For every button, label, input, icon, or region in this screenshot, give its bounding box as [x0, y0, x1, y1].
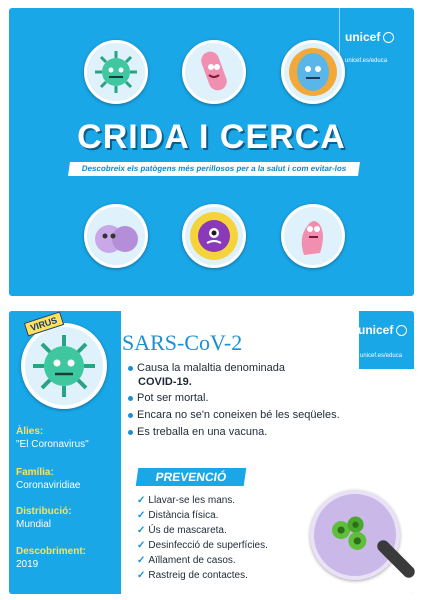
cover-card: [9, 8, 414, 296]
detail-value: Mundial: [16, 519, 52, 530]
magnifier-lens-icon: [310, 490, 400, 580]
detail-value: Coronaviridiae: [16, 480, 81, 491]
fact-item: [128, 392, 209, 404]
prevention-text: Rastreig de contactes.: [148, 570, 248, 581]
check-icon: ✓: [137, 540, 146, 551]
cover-subtitle: Descobreix els patògens més perillosos per a la salut i com evitar-los: [68, 162, 360, 176]
pathogen-name: SARS-CoV-2: [122, 330, 243, 355]
check-icon: ✓: [137, 570, 146, 581]
prevention-item: [137, 570, 248, 581]
brand-band: [359, 311, 414, 369]
detail-label: Família:: [16, 467, 54, 478]
prevention-item: [137, 540, 268, 551]
bullet-icon: [128, 366, 133, 371]
purple-virus-icon: [182, 204, 246, 268]
detail-label: Descobriment:: [16, 546, 87, 557]
detail-value: "El Coronavirus": [16, 439, 89, 450]
globe-icon: [383, 32, 394, 43]
fact-text: COVID-19.: [138, 376, 192, 388]
fact-item: [138, 376, 192, 388]
orange-microbe-icon: [281, 40, 345, 104]
brand-url: unicef.es/educa: [345, 58, 388, 64]
unicef-logo-small: [358, 323, 407, 337]
check-icon: ✓: [137, 525, 146, 536]
check-icon: ✓: [137, 555, 146, 566]
prevention-text: Desinfecció de superfícies.: [148, 540, 268, 551]
brand-name: unicef: [358, 323, 394, 337]
fact-text: Encara no se'n coneixen bé les seqüeles.: [137, 409, 340, 421]
check-icon: ✓: [137, 510, 146, 521]
category-tag: VIRUS: [24, 312, 64, 337]
fact-item: [128, 426, 267, 438]
prevention-text: Distància física.: [148, 510, 219, 521]
prevention-text: Llavar-se les mans.: [148, 495, 236, 506]
prevention-title: PREVENCIÓ: [136, 468, 247, 486]
fact-text: Pot ser mortal.: [137, 392, 209, 404]
fact-item: [128, 409, 340, 421]
unicef-logo: [345, 30, 394, 44]
prevention-item: [137, 495, 235, 506]
fact-text: Causa la malaltia denominada: [137, 362, 285, 374]
coronavirus-portrait: [21, 323, 107, 409]
cells-icon: [84, 204, 148, 268]
detail-value: 2019: [16, 559, 39, 570]
fact-text: Es treballa en una vacuna.: [137, 426, 268, 438]
globe-icon: [396, 325, 407, 336]
pink-worm-icon: [281, 204, 345, 268]
cover-title: CRIDA I CERCA: [77, 118, 346, 156]
detail-label: Àlies:: [16, 426, 44, 437]
prevention-item: [137, 510, 218, 521]
bullet-icon: [128, 396, 133, 401]
bullet-icon: [128, 413, 133, 418]
detail-label: Distribució:: [16, 506, 72, 517]
brand-url: unicef.es/educa: [360, 353, 403, 359]
check-icon: ✓: [137, 495, 146, 506]
prevention-text: Ús de mascareta.: [148, 525, 227, 536]
prevention-item: [137, 525, 227, 536]
prevention-item: [137, 555, 236, 566]
prevention-text: Aïllament de casos.: [148, 555, 236, 566]
coronavirus-icon: [84, 40, 148, 104]
fact-item: [128, 362, 285, 374]
bullet-icon: [128, 430, 133, 435]
brand-name: unicef: [345, 30, 381, 44]
bacteria-icon: [182, 40, 246, 104]
